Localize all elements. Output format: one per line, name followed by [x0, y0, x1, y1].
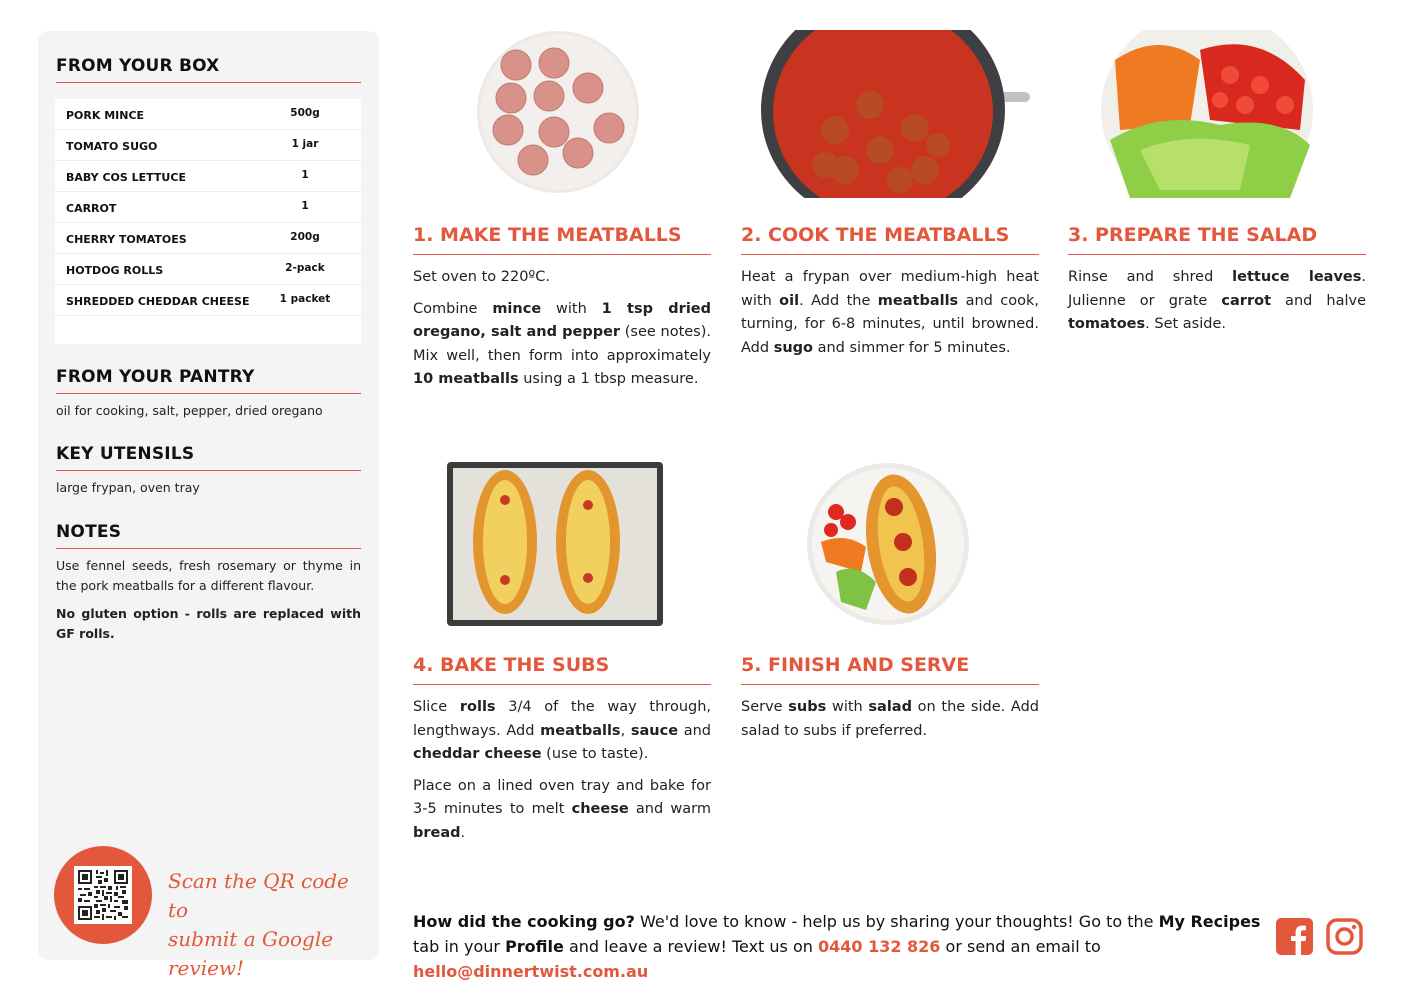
step-2-title: 2. COOK THE MEATBALLS	[741, 224, 1039, 255]
step-4-body: Slice rolls 3/4 of the way through, lengthways. Add meatballs, sauce and cheddar cheese (use to taste). Place on a lined oven tray and bake for 3-5 minutes to melt cheese and warm bread.	[413, 699, 712, 841]
from-your-box-title: FROM YOUR BOX	[56, 56, 361, 83]
ingredient-name: CARROT	[66, 202, 117, 215]
ingredient-qty: 200g	[290, 231, 320, 243]
step-5-body: Serve subs with salad on the side. Add salad to subs if preferred.	[741, 699, 1040, 739]
ingredient-qty: 1	[301, 169, 309, 181]
key-utensils-title: KEY UTENSILS	[56, 444, 361, 471]
qr-code[interactable]	[74, 866, 132, 924]
email-link[interactable]: hello@dinnertwist.com.au	[413, 962, 649, 981]
ingredient-qty: 1 packet	[279, 293, 331, 305]
table-row	[55, 192, 361, 223]
table-row	[55, 254, 361, 285]
table-row	[55, 223, 361, 254]
ingredient-qty: 500g	[290, 107, 320, 119]
instagram-icon[interactable]	[1326, 918, 1363, 955]
ingredient-name: SHREDDED CHEDDAR CHEESE	[66, 295, 250, 308]
table-row	[55, 130, 361, 161]
footer-question: How did the cooking go?	[413, 912, 635, 931]
finished-sub-photo	[806, 462, 971, 627]
ingredient-name: TOMATO SUGO	[66, 140, 158, 153]
ingredient-name: PORK MINCE	[66, 109, 145, 122]
sidebar	[38, 31, 379, 980]
facebook-icon[interactable]	[1276, 918, 1313, 955]
step-3-body: Rinse and shred lettuce leaves. Julienne or grate carrot and halve tomatoes. Set aside.	[1068, 269, 1367, 332]
qr-caption-line2: submit a Google review!	[168, 927, 334, 980]
salad-ingredients-photo	[1100, 30, 1315, 198]
subs-on-tray-photo	[445, 460, 665, 628]
ingredients-table	[55, 99, 361, 344]
phone-link[interactable]: 0440 132 826	[817, 937, 941, 956]
utensils-text: large frypan, oven tray	[56, 480, 200, 495]
notes-text: Use fennel seeds, fresh rosemary or thyme in the pork meatballs for a different flavour.	[56, 558, 361, 593]
qr-caption	[168, 867, 358, 983]
ingredient-qty: 1	[301, 200, 309, 212]
ingredient-name: HOTDOG ROLLS	[66, 264, 164, 277]
raw-meatballs-photo	[476, 30, 641, 195]
from-your-pantry-title: FROM YOUR PANTRY	[56, 367, 361, 394]
table-row	[55, 161, 361, 192]
meatballs-in-pan-photo	[760, 30, 1030, 198]
step-2-body: Heat a frypan over medium-high heat with oil. Add the meatballs and cook, turning, for 6-8 minutes, until browned. Add sugo and simmer for 5 minutes.	[741, 269, 1039, 356]
review-footer: How did the cooking go? We'd love to know - help us by sharing your thoughts! Go to the My Recipes tab in your Profile and leave a review! Text us on 0440 132 826 or send an email to hello@dinnertwist.com.au	[413, 912, 1261, 981]
ingredient-qty: 1 jar	[291, 138, 319, 150]
notes-title: NOTES	[56, 522, 361, 549]
step-5-title: 5. FINISH AND SERVE	[741, 654, 1039, 685]
profile-label: Profile	[505, 937, 564, 956]
ingredient-name: CHERRY TOMATOES	[66, 233, 187, 246]
qr-badge	[54, 846, 152, 944]
step-1-title: 1. MAKE THE MEATBALLS	[413, 224, 711, 255]
pantry-text: oil for cooking, salt, pepper, dried oregano	[56, 403, 323, 418]
step-3-title: 3. PREPARE THE SALAD	[1068, 224, 1366, 255]
table-row	[55, 285, 361, 316]
step-1-body: Set oven to 220ºC. Combine mince with 1 tsp dried oregano, salt and pepper (see notes). Mix well, then form into approximately 10 meatballs using a 1 tbsp measure.	[413, 269, 711, 387]
my-recipes-label: My Recipes	[1158, 912, 1261, 931]
step-4-title: 4. BAKE THE SUBS	[413, 654, 711, 685]
qr-caption-line1: Scan the QR code to	[168, 869, 349, 922]
ingredient-qty: 2-pack	[285, 262, 325, 274]
table-row	[55, 99, 361, 130]
ingredient-name: BABY COS LETTUCE	[66, 171, 186, 184]
notes-gluten-text: No gluten option - rolls are replaced with GF rolls.	[56, 606, 361, 641]
